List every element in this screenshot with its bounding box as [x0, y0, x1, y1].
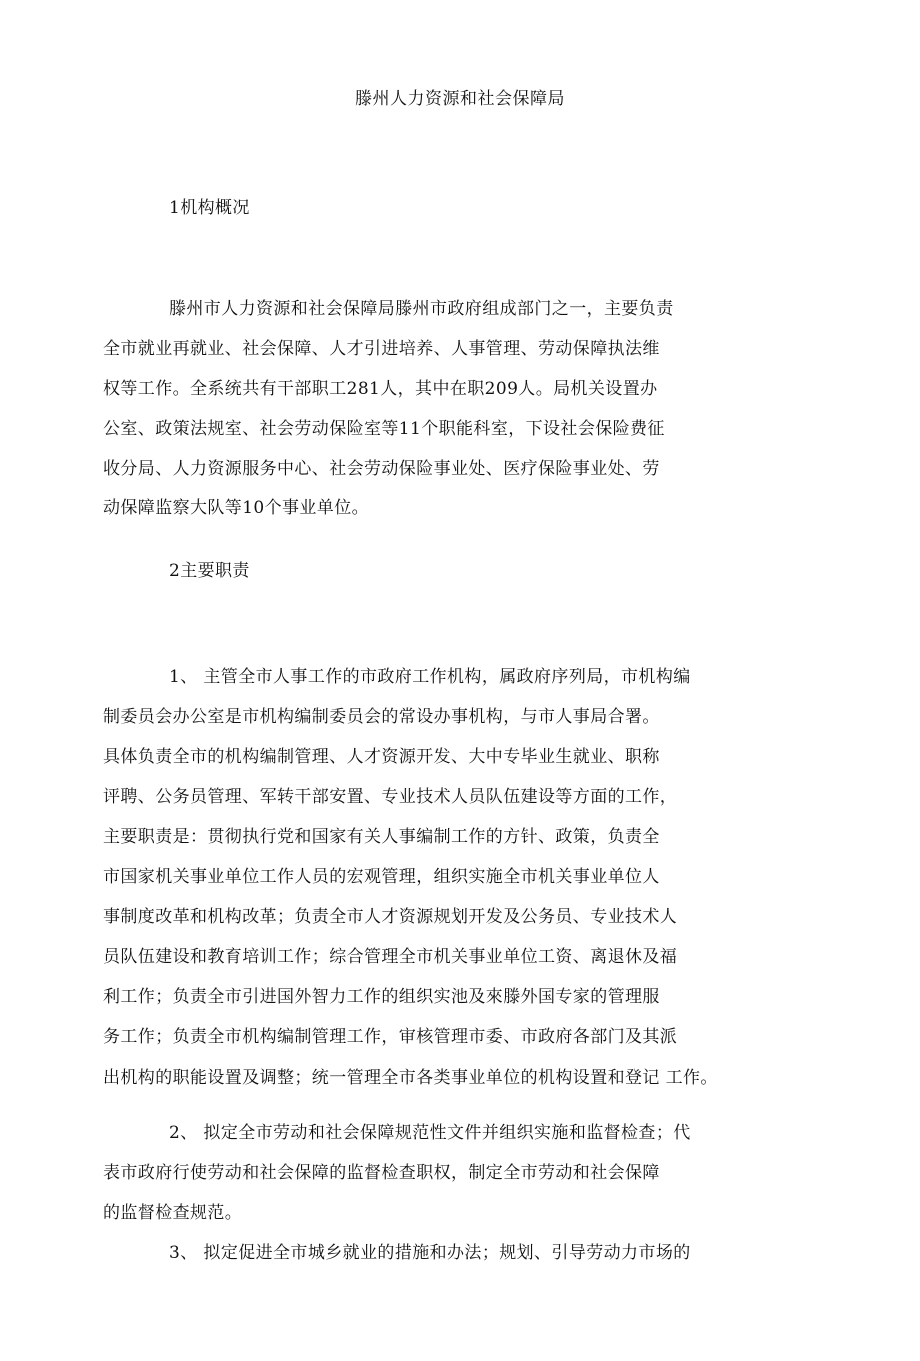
item1-line-5: 主要职责是：贯彻执行党和国家有关人事编制工作的方针、政策，负责全	[103, 827, 660, 847]
item3-line-1: 3、 拟定促进全市城乡就业的措施和办法；规划、引导劳动力市场的	[169, 1243, 691, 1263]
item1-line-6: 市国家机关事业单位工作人员的宏观管理，组织实施全市机关事业单位人	[103, 867, 660, 887]
item1-line-8: 员队伍建设和教育培训工作；综合管理全市机关事业单位工资、离退休及福	[103, 947, 678, 967]
item1-line-1: 1、 主管全市人事工作的市政府工作机构，属政府序列局，市机构编	[169, 667, 691, 687]
item2-line-2: 表市政府行使劳动和社会保障的监督检查职权，制定全市劳动和社会保障	[103, 1163, 660, 1183]
section1-line-5: 收分局、人力资源服务中心、社会劳动保险事业处、医疗保险事业处、劳	[103, 459, 660, 479]
item1-line-4: 评聘、公务员管理、军转干部安置、专业技术人员队伍建设等方面的工作，	[103, 787, 678, 807]
section1-heading: 1机构概况	[169, 198, 250, 218]
item1-line-3: 具体负责全市的机构编制管理、人才资源开发、大中专毕业生就业、职称	[103, 747, 660, 767]
item1-line-9: 利工作；负责全市引进国外智力工作的组织实池及來滕外国专家的管理服	[103, 987, 660, 1007]
section1-line-4: 公室、政策法规室、社会劳动保险室等11个职能科室，下设社会保险费征	[103, 419, 665, 439]
section1-line-3: 权等工作。全系统共有干部职工281人，其中在职209人。局机关设置办	[103, 379, 658, 399]
section1-line-1: 滕州市人力资源和社会保障局滕州市政府组成部门之一，主要负责	[169, 299, 674, 319]
document-title: 滕州人力资源和社会保障局	[355, 89, 565, 109]
section1-line-2: 全市就业再就业、社会保障、人才引进培养、人事管理、劳动保障执法维	[103, 339, 660, 359]
item2-line-1: 2、 拟定全市劳动和社会保障规范性文件并组织实施和监督检查；代	[169, 1123, 691, 1143]
section2-heading: 2主要职责	[169, 561, 250, 581]
item1-line-11: 出机构的职能设置及调整；统一管理全市各类事业单位的机构设置和登记 工作。	[103, 1068, 718, 1088]
item1-line-7: 事制度改革和机构改革；负责全市人才资源规划开发及公务员、专业技术人	[103, 907, 678, 927]
item1-line-10: 务工作；负责全市机构编制管理工作，审核管理市委、市政府各部门及其派	[103, 1027, 678, 1047]
item1-line-2: 制委员会办公室是市机构编制委员会的常设办事机构，与市人事局合署。	[103, 707, 660, 727]
item2-line-3: 的监督检查规范。	[103, 1203, 243, 1223]
section1-line-6: 动保障监察大队等10个事业单位。	[103, 498, 370, 518]
